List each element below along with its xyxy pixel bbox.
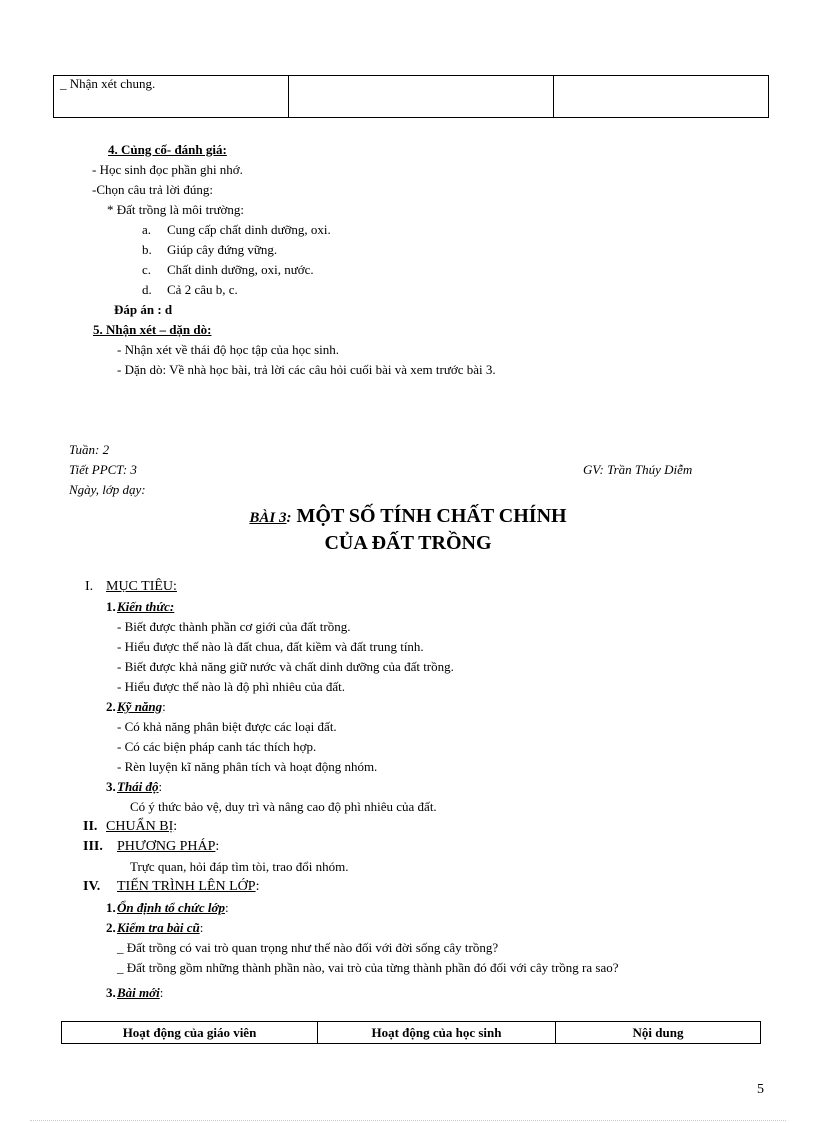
option-b-key: b. xyxy=(142,242,152,257)
period: Tiết PPCT: 3 xyxy=(69,462,137,477)
option-d-text: Cả 2 câu b, c. xyxy=(167,282,238,297)
skills-num: 2. xyxy=(106,699,116,714)
top-table-cell-2 xyxy=(289,76,554,118)
process-num: IV. xyxy=(83,879,101,894)
skills-heading: Kỹ năng: xyxy=(117,699,166,714)
knowledge-item: - Hiểu được thế nào là độ phì nhiêu của đất. xyxy=(117,679,345,694)
step2-num: 2. xyxy=(106,920,116,935)
top-table xyxy=(53,75,769,118)
lesson-label: BÀI 3 xyxy=(249,510,287,526)
step1-heading: Ổn định tổ chức lớp: xyxy=(117,900,229,915)
col-student: Hoạt động của học sinh xyxy=(318,1022,556,1044)
top-table-cell-3 xyxy=(554,76,769,118)
knowledge-item: - Hiểu được thế nào là đất chua, đất kiềm và đất trung tính. xyxy=(117,639,424,654)
lesson-title xyxy=(0,503,816,531)
step3-num: 3. xyxy=(106,985,116,1000)
process-heading: TIẾN TRÌNH LÊN LỚP: xyxy=(117,879,260,894)
prep-num: II. xyxy=(83,819,98,834)
method-heading: PHƯƠNG PHÁP: xyxy=(117,839,220,854)
lesson-title-line1: MỘT SỐ TÍNH CHẤT CHÍNH xyxy=(291,505,567,527)
knowledge-num: 1. xyxy=(106,599,116,614)
page-number: 5 xyxy=(757,1082,764,1097)
question: * Đất trồng là môi trường: xyxy=(107,202,245,217)
answer: Đáp án : d xyxy=(114,302,173,317)
activity-table xyxy=(61,1021,761,1044)
section5-line2: - Dặn dò: Về nhà học bài, trả lời các câu hỏi cuối bài và xem trước bài 3. xyxy=(117,362,496,377)
attitude-text: Có ý thức bảo vệ, duy trì và nâng cao độ phì nhiêu của đất. xyxy=(130,799,437,814)
skills-item: - Có khả năng phân biệt được các loại đất. xyxy=(117,719,337,734)
attitude-heading: Thái độ: xyxy=(117,779,163,794)
review-question-2: _ Đất trồng gồm những thành phần nào, vai trò của từng thành phần đó đối với cây trồng ra sao? xyxy=(117,960,619,975)
skills-item: - Rèn luyện kĩ năng phân tích và hoạt động nhóm. xyxy=(117,759,378,774)
date: Ngày, lớp dạy: xyxy=(69,482,146,497)
objectives-num: I. xyxy=(85,579,94,594)
col-teacher: Hoạt động của giáo viên xyxy=(62,1022,318,1044)
step2-heading: Kiểm tra bài cũ: xyxy=(117,920,204,935)
option-c-text: Chất dinh dưỡng, oxi, nước. xyxy=(167,262,314,277)
knowledge-heading: Kiến thức: xyxy=(117,599,175,614)
option-a-text: Cung cấp chất dinh dưỡng, oxi. xyxy=(167,222,331,237)
attitude-num: 3. xyxy=(106,779,116,794)
page-edge xyxy=(30,1120,786,1121)
option-b-text: Giúp cây đứng vững. xyxy=(167,242,278,257)
section5-title: 5. Nhận xét – dặn dò: xyxy=(93,322,212,337)
col-content: Nội dung xyxy=(556,1022,761,1044)
section4-line2: -Chọn câu trả lời đúng: xyxy=(92,182,213,197)
step1-num: 1. xyxy=(106,900,116,915)
teacher: GV: Trần Thúy Diễm xyxy=(583,462,693,477)
method-text: Trực quan, hỏi đáp tìm tòi, trao đổi nhóm. xyxy=(130,859,349,874)
week: Tuần: 2 xyxy=(69,442,110,457)
option-a-key: a. xyxy=(142,222,152,237)
review-question-1: _ Đất trồng có vai trò quan trọng như thế nào đối với đời sống cây trồng? xyxy=(117,940,499,955)
top-table-text: _ Nhận xét chung. xyxy=(60,76,156,91)
skills-item: - Có các biện pháp canh tác thích hợp. xyxy=(117,739,317,754)
section4-line1: - Học sinh đọc phần ghi nhớ. xyxy=(92,162,243,177)
knowledge-item: - Biết được khả năng giữ nước và chất dinh dưỡng của đất trồng. xyxy=(117,659,454,674)
section4-title: 4. Củng cố- đánh giá: xyxy=(108,142,227,157)
option-c-key: c. xyxy=(142,262,152,277)
prep-heading: CHUẨN BỊ: xyxy=(106,819,178,834)
lesson-title-line2: CỦA ĐẤT TRỒNG xyxy=(324,532,492,554)
step3-heading: Bài mới: xyxy=(117,985,164,1000)
method-num: III. xyxy=(83,839,103,854)
option-d-key: d. xyxy=(142,282,152,297)
section5-line1: - Nhận xét về thái độ học tập của học sinh. xyxy=(117,342,340,357)
top-table-cell-1 xyxy=(54,76,289,118)
knowledge-item: - Biết được thành phần cơ giới của đất trồng. xyxy=(117,619,351,634)
objectives-heading: MỤC TIÊU: xyxy=(106,579,177,594)
lesson-colon: : xyxy=(286,510,292,526)
